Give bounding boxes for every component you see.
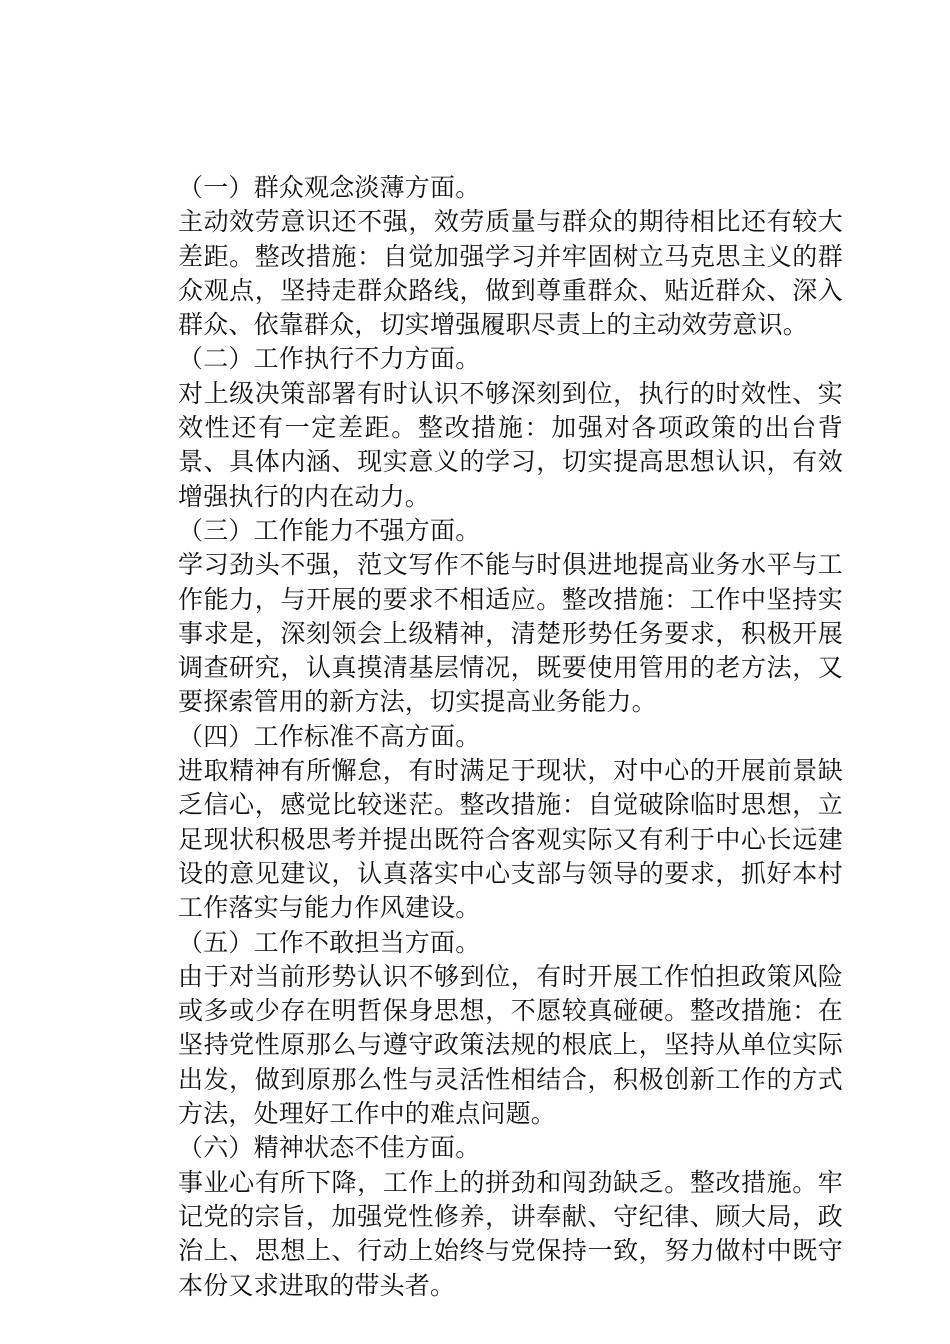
section-body-1: 主动效劳意识还不强，效劳质量与群众的期待相比还有较大差距。整改措施：自觉加强学习并牢固树立马克思主义的群众观点，坚持走群众路线，做到尊重群众、贴近群众、深入群众、依靠群众，切实增强履职尽责上的主动效劳意识。 xyxy=(178,207,843,340)
section-heading-4: （四）工作标准不高方面。 xyxy=(178,721,481,751)
section-body-6: 事业心有所下降，工作上的拼劲和闯劲缺乏。整改措施。牢记党的宗旨，加强党性修养，讲奉献、守纪律、顾大局，政治上、思想上、行动上始终与党保持一致，努力做村中既守本份又求进取的带头者。 xyxy=(178,1167,843,1300)
section-heading-1: （一）群众观念淡薄方面。 xyxy=(178,173,481,202)
section-body-3: 学习劲头不强，范文写作不能与时俱进地提高业务水平与工作能力，与开展的要求不相适应。整改措施：工作中坚持实事求是，深刻领会上级精神，清楚形势任务要求，积极开展调查研究，认真摸清基层情况，既要使用管用的老方法，又要探索管用的新方法，切实提高业务能力。 xyxy=(178,550,843,717)
section-heading-5: （五）工作不敢担当方面。 xyxy=(178,927,481,957)
section-body-2: 对上级决策部署有时认识不够深刻到位，执行的时效性、实效性还有一定差距。整改措施：加强对各项政策的出台背景、具体内涵、现实意义的学习，切实提高思想认识，有效增强执行的内在动力。 xyxy=(178,378,843,511)
document-body xyxy=(178,171,843,1303)
section-body-5: 由于对当前形势认识不够到位，有时开展工作怕担政策风险或多或少存在明哲保身思想，不愿较真碰硬。整改措施：在坚持党性原那么与遵守政策法规的根底上，坚持从单位实际出发，做到原那么性与灵活性相结合，积极创新工作的方式方法，处理好工作中的难点问题。 xyxy=(178,961,843,1129)
section-heading-3: （三）工作能力不强方面。 xyxy=(178,515,481,545)
section-heading-2: （二）工作执行不力方面。 xyxy=(178,344,481,374)
section-body-4: 进取精神有所懈怠，有时满足于现状，对中心的开展前景缺乏信心，感觉比较迷茫。整改措施：自觉破除临时思想，立足现状积极思考并提出既符合客观实际又有利于中心长远建设的意见建议，认真落实中心支部与领导的要求，抓好本村工作落实与能力作风建设。 xyxy=(178,756,843,923)
section-heading-6: （六）精神状态不佳方面。 xyxy=(178,1133,481,1163)
